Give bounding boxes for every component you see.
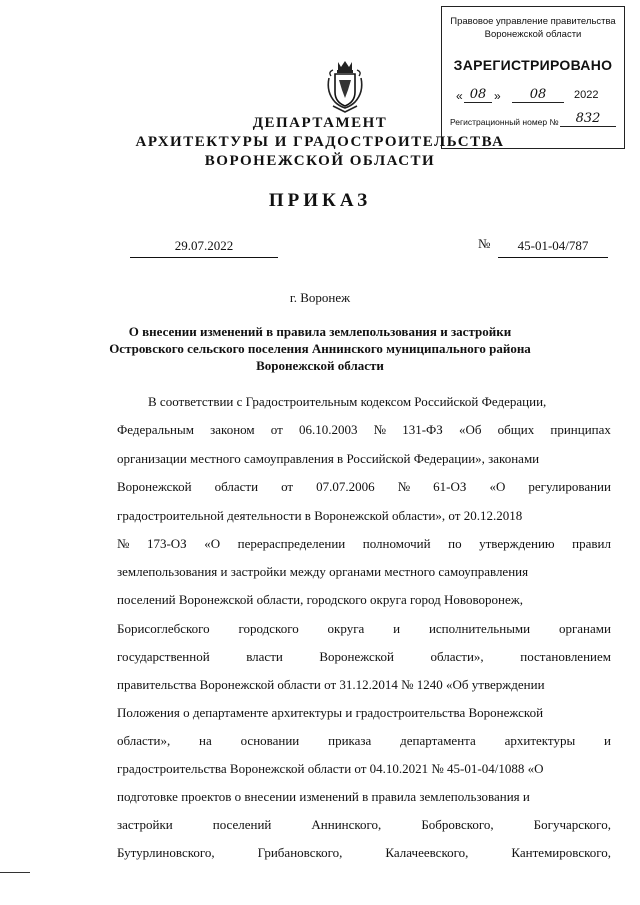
word: №	[373, 422, 387, 437]
word: основании	[240, 733, 300, 748]
word: области»,	[117, 733, 171, 748]
word: области»,	[430, 649, 484, 664]
word: от	[270, 422, 283, 437]
stamp-organization	[442, 15, 624, 41]
word: и	[393, 621, 401, 636]
body-line-8: поселений Воронежской области, городского округа город Нововоронеж,	[117, 592, 523, 607]
city: г. Воронеж	[289, 290, 351, 305]
word: власти	[246, 649, 283, 664]
word: городского	[238, 621, 299, 636]
word: постановлением	[520, 649, 611, 664]
body-line-7: землепользования и застройки между органами местного самоуправления	[117, 564, 529, 579]
word: приказа	[328, 733, 372, 748]
word: Воронежской	[117, 479, 192, 494]
stamp-date: « 08 » 08 2022	[456, 87, 599, 103]
word: «О	[489, 479, 506, 494]
word: от	[281, 479, 294, 494]
word: регулировании	[528, 479, 611, 494]
word: перераспределении	[237, 536, 346, 551]
dept-line1: ДЕПАРТАМЕНТ	[252, 115, 388, 131]
word: по	[448, 536, 462, 551]
body-line-4	[117, 478, 611, 496]
word: Борисоглебского	[117, 621, 210, 636]
word: 07.07.2006	[316, 479, 375, 494]
word: общих	[497, 422, 535, 437]
body-line-17	[117, 844, 611, 862]
word: департамента	[400, 733, 476, 748]
word: 131-ФЗ	[402, 422, 443, 437]
word: принципах	[550, 422, 611, 437]
word: Аннинского,	[311, 817, 382, 832]
word: «Об	[458, 422, 482, 437]
page-edge-mark	[0, 872, 30, 873]
word: Бобровского,	[421, 817, 494, 832]
body-line-15: подготовке проектов о внесении изменений в правила землепользования и	[117, 789, 530, 804]
word: государственной	[117, 649, 210, 664]
body-line-10	[117, 648, 611, 666]
word: полномочий	[362, 536, 431, 551]
body-line-2	[117, 421, 611, 439]
document-type: ПРИКАЗ	[268, 190, 372, 211]
word: Кантемировского,	[511, 845, 611, 860]
body-line-12: Положения о департаменте архитектуры и градостроительства Воронежской	[117, 705, 544, 720]
word: исполнительными	[428, 621, 531, 636]
stamp-day: 08	[464, 87, 492, 103]
subject-line2: Островского сельского поселения Аннинского муниципального района	[109, 341, 531, 356]
word: 173-ОЗ	[146, 536, 187, 551]
body-line-5: градостроительной деятельности в Воронежской области», от 20.12.2018	[117, 508, 523, 523]
word: Калачеевского,	[385, 845, 469, 860]
word: застройки	[117, 817, 173, 832]
word: законом	[210, 422, 255, 437]
word: и	[604, 733, 611, 748]
order-number: 45-01-04/787	[498, 238, 608, 258]
word: правил	[572, 536, 611, 551]
body-line-14: градостроительства Воронежской области от 04.10.2021 № 45-01-04/1088 «О	[117, 761, 544, 776]
body-line-1: В соответствии с Градостроительным кодексом Российской Федерации,	[148, 394, 547, 409]
stamp-org-line2: Воронежской области	[484, 29, 582, 40]
stamp-month: 08	[512, 87, 564, 103]
word: «О	[204, 536, 221, 551]
stamp-status: ЗАРЕГИСТРИРОВАНО	[453, 57, 613, 73]
coat-of-arms-icon	[325, 58, 365, 114]
body-line-3: организации местного самоуправления в Российской Федерации», законами	[117, 451, 540, 466]
word: на	[199, 733, 212, 748]
subject-line3: Воронежской области	[256, 358, 384, 373]
word: Федеральным	[117, 422, 194, 437]
stamp-org-line1: Правовое управление правительства	[450, 16, 616, 27]
word: органами	[558, 621, 611, 636]
word: области	[214, 479, 259, 494]
word: архитектуры	[504, 733, 576, 748]
word: Бутурлиновского,	[117, 845, 215, 860]
stamp-reg-number: 832	[560, 111, 616, 127]
order-subject	[100, 323, 540, 374]
body-line-11: правительства Воронежской области от 31.12.2014 № 1240 «Об утверждении	[117, 677, 545, 692]
stamp-reg-label: Регистрационный номер №	[450, 117, 559, 127]
body-line-13	[117, 732, 611, 750]
body-line-9	[117, 620, 611, 638]
word: Воронежской	[319, 649, 394, 664]
word: №	[397, 479, 411, 494]
word: Грибановского,	[257, 845, 343, 860]
dept-line2: АРХИТЕКТУРЫ И ГРАДОСТРОИТЕЛЬСТВА	[135, 134, 505, 150]
dept-line3: ВОРОНЕЖСКОЙ ОБЛАСТИ	[204, 153, 436, 169]
number-sign: №	[478, 236, 491, 251]
word: Богучарского,	[533, 817, 611, 832]
body-line-16	[117, 816, 611, 834]
word: округа	[327, 621, 365, 636]
word: 06.10.2003	[298, 422, 358, 437]
body-line-6	[117, 535, 611, 553]
word: утверждению	[479, 536, 555, 551]
stamp-year: 2022	[574, 89, 599, 101]
subject-line1: О внесении изменений в правила землепользования и застройки	[128, 324, 512, 339]
word: 61-ОЗ	[433, 479, 467, 494]
word: поселений	[212, 817, 272, 832]
order-date: 29.07.2022	[130, 238, 278, 258]
word: №	[117, 536, 130, 551]
